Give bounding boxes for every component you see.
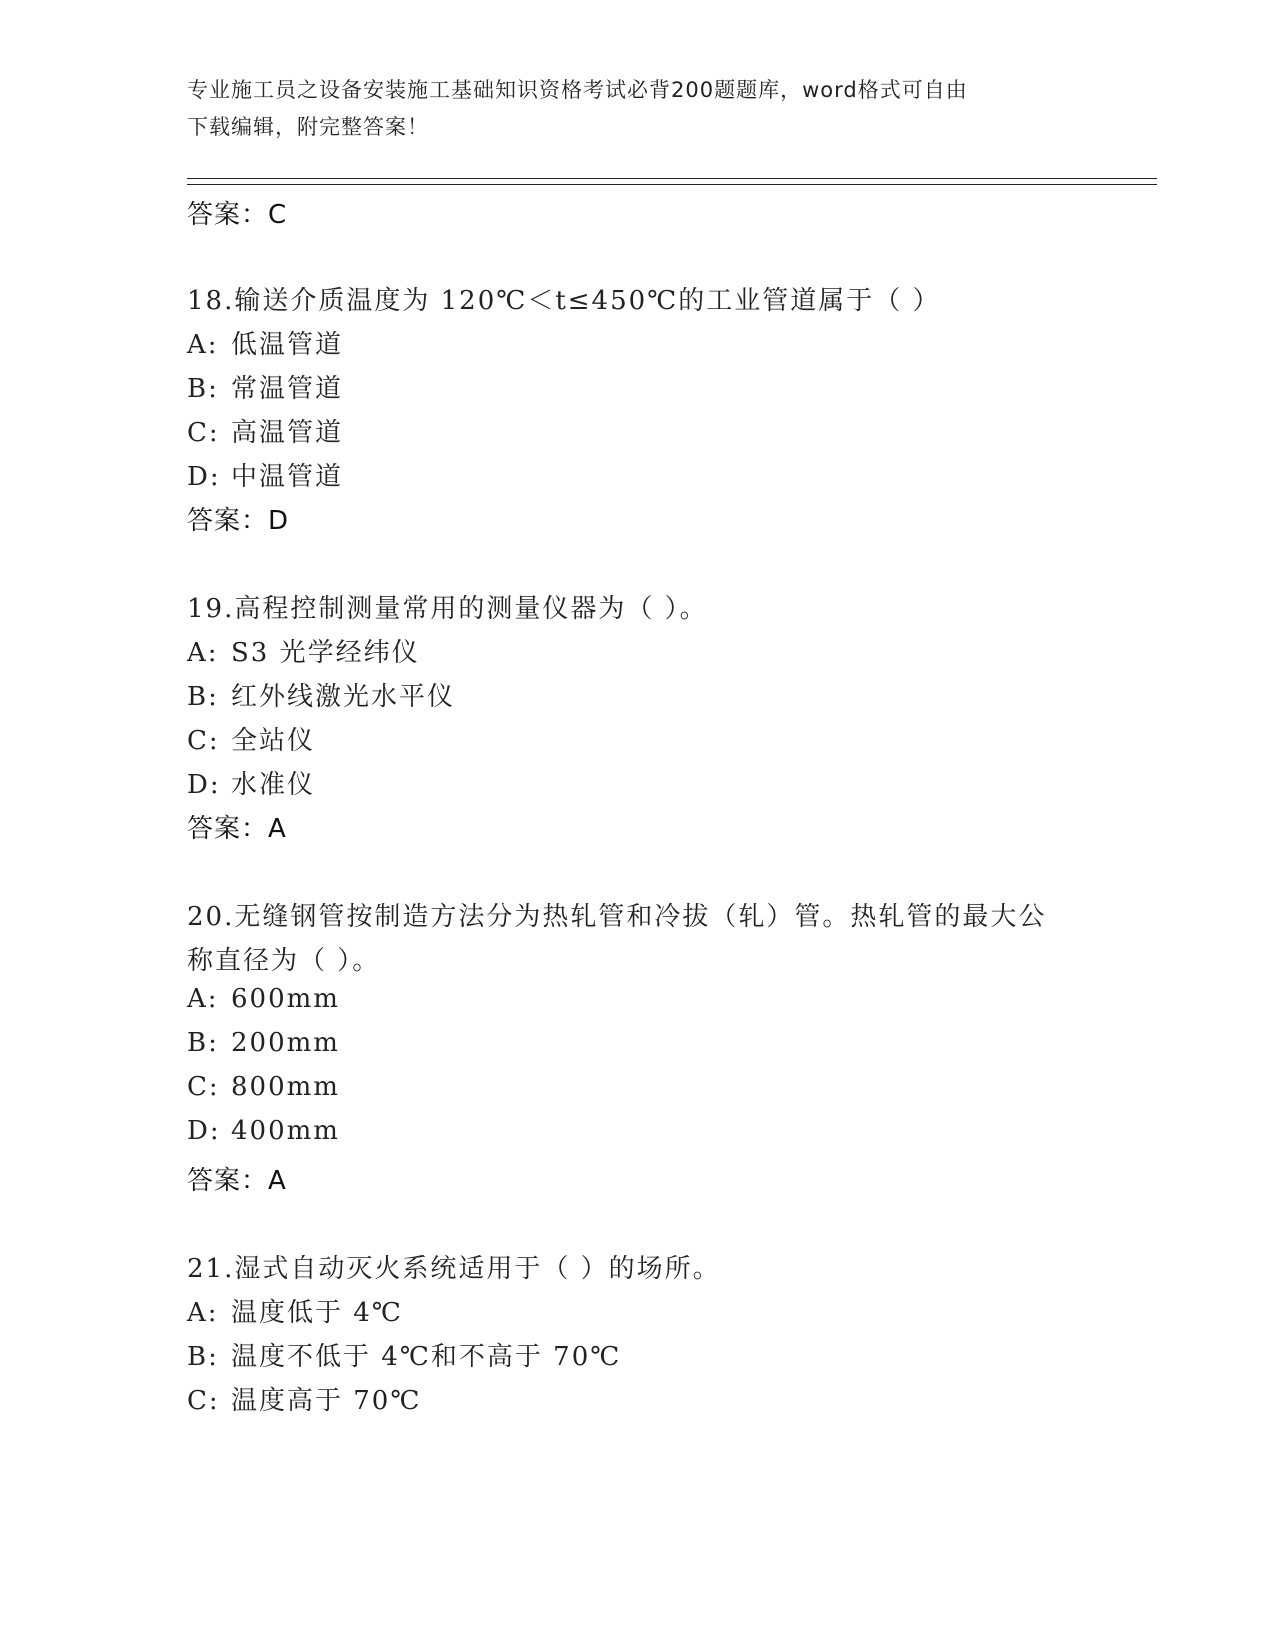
- answer-18: 答案：D: [187, 506, 290, 536]
- option-20-a: [187, 984, 340, 1014]
- option-key: B:: [187, 682, 219, 712]
- header-rule-top: [187, 178, 1157, 179]
- option-18-c: [187, 412, 343, 449]
- option-20-b: [187, 1028, 340, 1058]
- option-text: 中温管道: [231, 462, 344, 492]
- question-18: 18.输送介质温度为 120℃＜t≤450℃的工业管道属于（ ）: [187, 286, 941, 316]
- option-18-d: [187, 456, 343, 493]
- option-20-c: [187, 1072, 340, 1102]
- option-text: 800mm: [231, 1072, 340, 1102]
- option-key: C:: [187, 726, 220, 756]
- option-text: 红外线激光水平仪: [231, 682, 456, 712]
- header-line-2: 下载编辑，附完整答案！: [187, 115, 429, 139]
- option-key: A:: [187, 638, 219, 668]
- question-20-continued: 称直径为（ ）。: [187, 946, 381, 976]
- answer-17: 答案：C: [187, 200, 288, 230]
- option-key: A:: [187, 1298, 219, 1328]
- answer-20: 答案：A: [187, 1166, 287, 1196]
- option-text: 水准仪: [231, 770, 316, 800]
- option-21-a: [187, 1292, 403, 1329]
- option-20-d: [187, 1116, 340, 1146]
- option-key: C:: [187, 1386, 220, 1416]
- option-19-c: [187, 720, 315, 757]
- option-19-a: [187, 632, 420, 669]
- option-key: C:: [187, 1072, 220, 1102]
- header-line-1: 专业施工员之设备安装施工基础知识资格考试必背200题题库，word格式可自由: [187, 78, 968, 102]
- option-key: B:: [187, 374, 219, 404]
- option-19-b: [187, 676, 455, 713]
- option-key: D:: [187, 1116, 221, 1146]
- option-18-b: [187, 368, 343, 405]
- option-text: 400mm: [231, 1116, 340, 1146]
- option-21-c: [187, 1380, 421, 1417]
- option-text: 600mm: [231, 984, 340, 1014]
- option-key: C:: [187, 418, 220, 448]
- option-21-b: [187, 1336, 621, 1373]
- option-text: 低温管道: [231, 330, 344, 360]
- option-key: D:: [187, 770, 221, 800]
- option-text: 温度不低于 4℃和不高于 70℃: [231, 1342, 622, 1372]
- option-18-a: [187, 324, 343, 361]
- answer-19: 答案：A: [187, 814, 287, 844]
- option-key: A:: [187, 984, 219, 1014]
- option-key: B:: [187, 1342, 219, 1372]
- option-key: A:: [187, 330, 219, 360]
- question-20: 20.无缝钢管按制造方法分为热轧管和冷拔（轧）管。热轧管的最大公: [187, 902, 1047, 932]
- option-text: 全站仪: [231, 726, 316, 756]
- option-key: B:: [187, 1028, 219, 1058]
- option-text: 高温管道: [231, 418, 344, 448]
- option-text: 200mm: [231, 1028, 340, 1058]
- header-rule-bottom: [187, 184, 1157, 185]
- document-header: [187, 72, 1087, 146]
- option-text: 温度高于 70℃: [231, 1386, 422, 1416]
- option-text: 常温管道: [231, 374, 344, 404]
- question-19: 19.高程控制测量常用的测量仪器为（ ）。: [187, 594, 708, 624]
- option-text: 温度低于 4℃: [231, 1298, 403, 1328]
- option-text: S3 光学经纬仪: [231, 638, 420, 668]
- question-21: 21.湿式自动灭火系统适用于（ ）的场所。: [187, 1254, 721, 1284]
- option-19-d: [187, 764, 315, 801]
- option-key: D:: [187, 462, 221, 492]
